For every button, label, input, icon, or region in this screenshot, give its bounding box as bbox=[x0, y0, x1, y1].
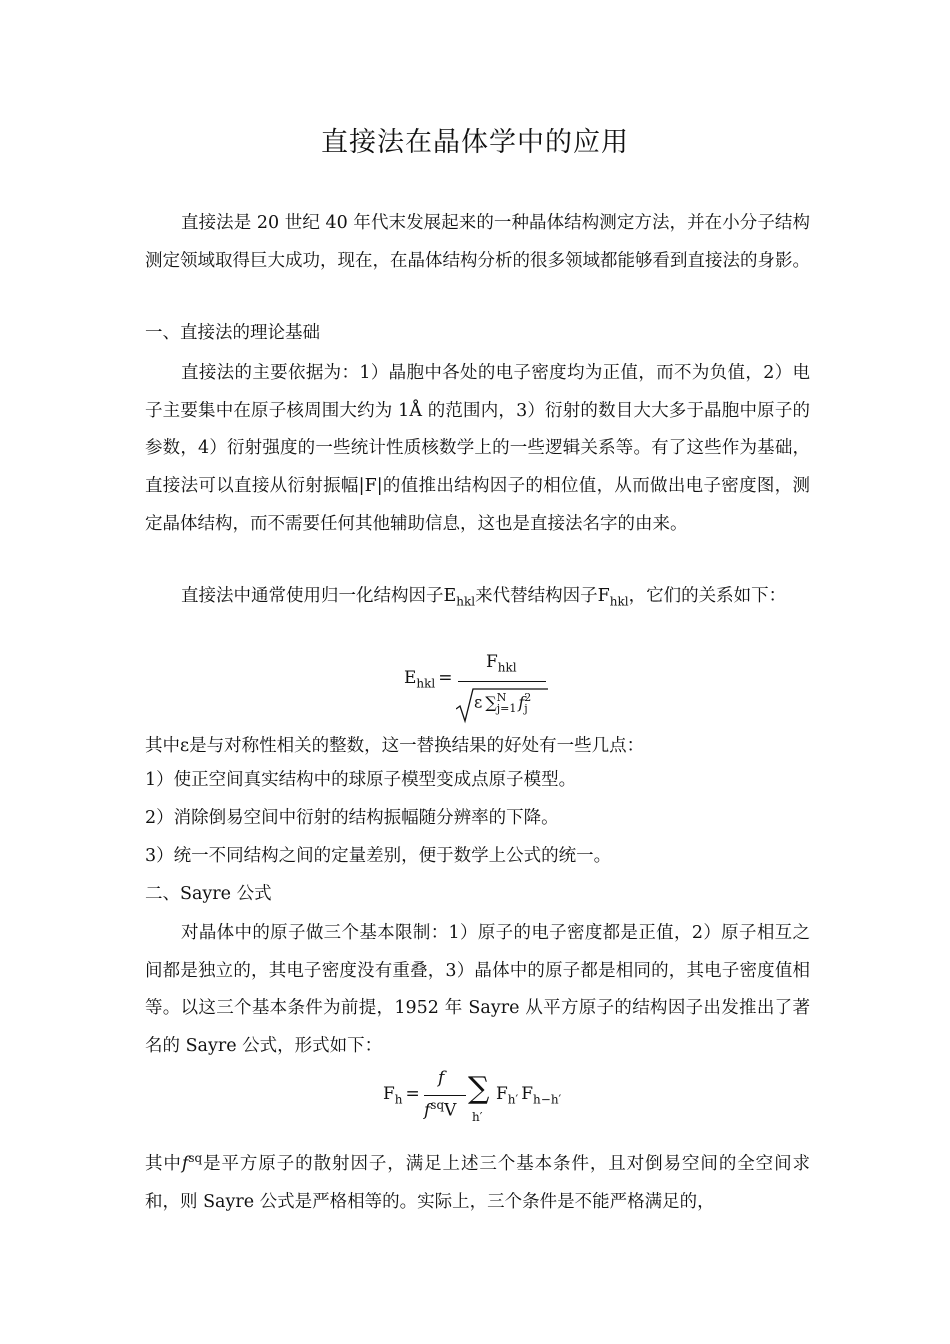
section1-heading: 一、直接法的理论基础 bbox=[145, 323, 320, 343]
e-hkl-symbol: $E_{hkl}$ bbox=[443, 586, 476, 609]
section1-paragraph-1: 直接法的主要依据为：1）晶胞中各处的电子密度均为正值，而不为负值，2）电子主要集中在原子核周围大约为 1Å 的范围内，3）衍射的数目大大多于晶胞中原子的参数，4）衍射强度的一些统计性质核数学上的一些逻辑关系等。有了这些作为基础，直接法可以直接从衍射振幅|F|的值推出结构因子的相位值，从而做出电子密度图，测定晶体结构，而不需要任何其他辅助信息，这也是直接法名字的由来。 bbox=[145, 363, 810, 534]
f-hkl-symbol: $F_{hkl}$ bbox=[597, 586, 629, 609]
formula2-numerator: f bbox=[438, 1068, 445, 1088]
list-item: 2）消除倒易空间中衍射的结构振幅随分辨率的下降。 bbox=[145, 808, 559, 828]
formula1-denominator: ε ∑ N j=1 f 2 j bbox=[474, 691, 532, 715]
section2-heading: 二、Sayre 公式 bbox=[145, 884, 272, 904]
intro-paragraph: 直接法是 20 世纪 40 年代末发展起来的一种晶体结构测定方法，并在小分子结构测定领域取得巨大成功，现在，在晶体结构分析的很多领域都能够看到直接法的身影。 bbox=[145, 213, 810, 271]
formula1-lhs: $E_{hkl}$ = bbox=[404, 668, 453, 691]
document-title: 直接法在晶体学中的应用 bbox=[321, 127, 629, 158]
formula2-lhs: $F_h$ = bbox=[383, 1084, 420, 1107]
list-item: 1）使正空间真实结构中的球原子模型变成点原子模型。 bbox=[145, 770, 577, 790]
formula2-sum-sub: h′ bbox=[472, 1110, 483, 1124]
formula1-numerator: $F_{hkl}$ bbox=[486, 652, 517, 675]
formula1-fraction-bar bbox=[458, 681, 546, 682]
section2-paragraph-2: 其中$f^{sq}$是平方原子的散射因子，满足上述三个基本条件，且对倒易空间的全空间求和，则 Sayre 公式是严格相等的。实际上，三个条件是不能严格满足的， bbox=[145, 1151, 811, 1212]
formula2-terms: $F_{h'}$ $F_{h-h'}$ bbox=[496, 1084, 562, 1107]
p2-text-c: ，它们的关系如下： bbox=[628, 586, 787, 606]
formula2-denominator: $f^{sq}V$ bbox=[424, 1098, 457, 1121]
p2-text-b: 来代替结构因子 bbox=[475, 586, 598, 606]
formula2-sum-icon: ∑ bbox=[468, 1071, 490, 1106]
p2-text-a: 直接法中通常使用归一化结构因子 bbox=[181, 586, 444, 606]
section1-after-formula: 其中ε是与对称性相关的整数，这一替换结果的好处有一些几点： bbox=[145, 736, 645, 756]
list-item: 3）统一不同结构之间的定量差别，便于数学上公式的统一。 bbox=[145, 846, 612, 866]
formula2-fraction-bar bbox=[424, 1095, 466, 1096]
section2-paragraph-1: 对晶体中的原子做三个基本限制：1）原子的电子密度都是正值，2）原子相互之间都是独立的，其电子密度没有重叠，3）晶体中的原子都是相同的，其电子密度值相等。以这三个基本条件为前提，1952 年 Sayre 从平方原子的结构因子出发推出了著名的 Sayre 公式，形式如下： bbox=[145, 923, 810, 1057]
section1-paragraph-2 bbox=[145, 578, 810, 621]
